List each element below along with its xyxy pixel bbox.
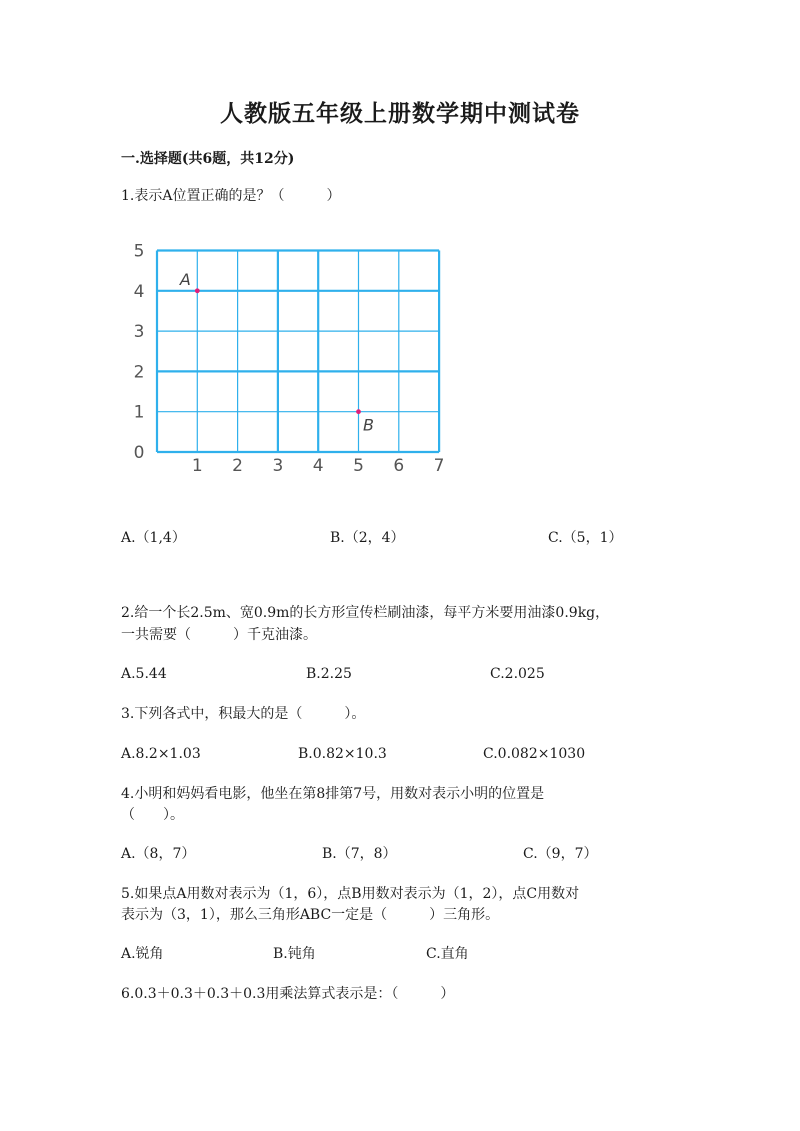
question-5-option-c: C.直角 [426,946,469,962]
x-tick-label: 5 [353,456,364,476]
question-5-option-b: B.钝角 [273,946,316,962]
question-4-stem-line2: （ ）。 [121,807,184,823]
point-a [195,288,200,293]
y-tick-label: 4 [133,281,145,302]
question-2-stem-line2: 一共需要（ ）千克油漆。 [121,627,317,643]
question-1-option-c: C.（5，1） [548,530,623,546]
question-4-option-c: C.（9，7） [523,846,598,862]
question-5-stem-line1: 5.如果点A用数对表示为（1，6），点B用数对表示为（1，2），点C用数对 [121,886,580,902]
x-tick-label: 7 [433,456,445,476]
y-tick-label: 1 [133,402,145,423]
question-6-stem: 6.0.3＋0.3＋0.3＋0.3用乘法算式表示是：（ ） [121,986,455,1002]
question-3-stem: 3.下列各式中，积最大的是（ ）。 [121,706,366,722]
x-tick-label: 2 [232,456,244,476]
y-tick-label: 0 [133,443,145,463]
x-tick-label: 6 [393,456,405,476]
y-tick-label: 2 [133,362,145,383]
y-tick-label: 5 [133,241,145,262]
question-4-stem-line1: 4.小明和妈妈看电影，他坐在第8排第7号，用数对表示小明的位置是 [121,786,545,802]
point-label-b: B [363,415,374,435]
question-2-option-b: B.2.25 [306,666,352,682]
question-4-option-b: B.（7，8） [322,846,397,862]
x-tick-label: 4 [312,456,324,476]
coordinate-grid [124,240,454,480]
question-2-option-c: C.2.025 [490,666,545,682]
page-title: 人教版五年级上册数学期中测试卷 [220,100,580,127]
question-3-option-a: A.8.2×1.03 [121,746,201,762]
question-1-option-a: A.（1,4） [121,530,186,546]
x-tick-label: 3 [272,456,284,476]
y-tick-label: 3 [133,322,145,343]
point-label-a: A [179,269,191,289]
point-b [356,409,361,414]
x-tick-label: 1 [191,456,203,476]
question-5-option-a: A.锐角 [121,946,164,962]
question-4-option-a: A.（8，7） [121,846,196,862]
question-3-option-c: C.0.082×1030 [483,746,586,762]
question-1-option-b: B.（2，4） [330,530,405,546]
question-1-stem: 1.表示A位置正确的是？（ ） [121,188,341,204]
question-2-stem-line1: 2.给一个长2.5m、宽0.9m的长方形宣传栏刷油漆，每平方米要用油漆0.9kg， [121,605,610,621]
question-3-option-b: B.0.82×10.3 [298,746,387,762]
question-2-option-a: A.5.44 [121,666,167,682]
question-5-stem-line2: 表示为（3，1），那么三角形ABC一定是（ ）三角形。 [121,907,500,923]
section-heading: 一.选择题(共6题，共12分) [121,151,295,167]
